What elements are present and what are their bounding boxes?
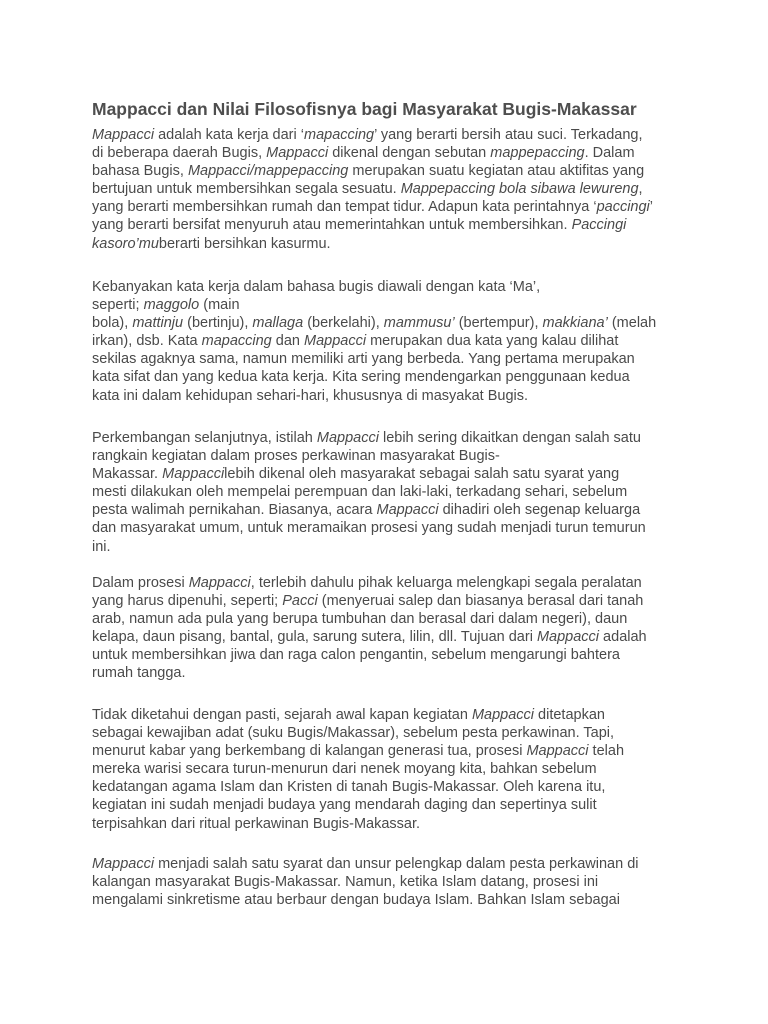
text-line [92,646,712,664]
text-run: mereka warisi secara turun-menurun dari nenek moyang kita, bahkan sebelum [92,761,597,778]
text-run: (main [199,297,240,314]
text-line [92,296,712,314]
text-line [92,198,712,216]
text-line [92,216,712,234]
italic-term: Mappacci [471,707,535,723]
text-run: merupakan dua kata yang kalau dilihat [366,333,619,350]
text-line [92,664,712,682]
text-run: Dalam prosesi [92,575,189,591]
text-run: di beberapa daerah Bugis, [92,145,267,162]
text-run: Makassar. [92,466,163,483]
text-run: Kebanyakan kata kerja dalam bahasa bugis diawali dengan kata ‘Ma’, [92,279,541,295]
paragraph [92,278,712,405]
text-run: pesta walimah pernikahan. Biasanya, acara [92,502,377,519]
text-line [92,610,712,628]
italic-term: Mappepaccing bola sibawa lewureng [400,181,639,198]
italic-term: kasoro’mu [92,235,159,252]
text-line [92,235,712,253]
text-line [92,778,712,796]
text-run: bahasa Bugis, [92,163,188,180]
text-run: yang berarti membersihkan rumah dan tempat tidur. Adapun kata perintahnya ‘ [92,199,597,216]
text-line [92,387,712,405]
paragraph [92,126,712,253]
italic-term: Mappacci [92,856,155,872]
text-line [92,873,712,891]
italic-term: mapaccing [201,333,272,350]
text-line [92,538,712,556]
text-run: kelapa, daun pisang, bantal, gula, sarung sutera, lilin, dll. Tujuan dari [92,629,537,646]
text-run: (bertinju), [183,315,253,332]
italic-term: Mappacci [162,466,225,483]
italic-term: mattinju [132,315,184,332]
text-run: sebagai kewajiban adat (suku Bugis/Makassar), sebelum pesta perkawinan. Tapi, [92,725,615,742]
text-run: dan masyarakat umum, untuk meramaikan prosesi yang sudah menjadi turun temurun [92,520,646,537]
text-run: ini. [92,538,111,555]
text-line [92,724,712,742]
italic-term: Paccingi [571,217,627,234]
text-run: menurut kabar yang berkembang di kalangan generasi tua, prosesi [92,743,527,760]
text-line [92,429,712,447]
italic-term: Mappacci [188,575,251,591]
text-line [92,350,712,368]
text-run: merupakan suatu kegiatan atau aktifitas yang [348,163,645,180]
text-run: Tidak diketahui dengan pasti, sejarah awal kapan kegiatan [92,707,472,723]
text-run: kegiatan ini sudah menjadi budaya yang mendarah daging dan sepertinya sulit [92,797,597,814]
text-line [92,891,712,909]
text-run: mengalami sinkretisme atau berbaur dengan budaya Islam. Bahkan Islam sebagai [92,892,620,909]
italic-term: maggolo [143,297,200,314]
text-line [92,796,712,814]
italic-term: Mappacci [526,743,589,760]
text-run: arab, namun ada pula yang berupa tumbuhan dan berasal dari dalam negeri), daun [92,611,628,628]
text-run: terpisahkan dari ritual perkawinan Bugis-Makassar. [92,815,421,832]
italic-term: Mappacci [376,502,439,519]
text-run: lebih dikenal oleh masyarakat sebagai salah satu syarat yang [224,466,620,483]
text-run: lebih sering dikaitkan dengan salah satu [378,430,641,446]
text-run: yang berarti bersifat menyuruh atau memerintahkan untuk membersihkan. [92,217,572,234]
italic-term: mapaccing [303,127,375,143]
text-line [92,742,712,760]
italic-term: mammusu’ [383,315,455,332]
text-run: adalah kata kerja dari ‘ [154,127,304,143]
text-line [92,180,712,198]
text-run: ditetapkan [534,707,605,723]
text-line [92,162,712,180]
italic-term: Mappacci [266,145,329,162]
article-title: Mappacci dan Nilai Filosofisnya bagi Masyarakat Bugis-Makassar [92,99,637,119]
paragraph [92,574,712,683]
italic-term: Mappacci [303,333,367,350]
text-line [92,368,712,386]
italic-term: Mappacci [316,430,379,446]
text-run: (menyeruai salep dan biasanya berasal dari tanah [317,593,644,610]
text-run: kata sifat dan yang kedua kata kerja. Kita sering mendengarkan penggunaan kedua [92,369,630,386]
text-run: , [638,181,643,198]
text-run: dan [271,333,304,350]
text-run: bertujuan untuk membersihkan segala sesuatu. [92,181,401,198]
italic-term: mappepaccing [490,145,585,162]
text-line [92,332,712,350]
text-run: adalah [599,629,647,646]
text-run: menjadi salah satu syarat dan unsur pelengkap dalam pesta perkawinan di [154,856,639,872]
text-run: dikenal dengan sebutan [328,145,491,162]
text-run: irkan), dsb. Kata [92,333,202,350]
italic-term: Mappacci/mappepaccing [187,163,349,180]
text-line [92,628,712,646]
text-run: berarti bersihkan kasurmu. [158,235,331,252]
text-run: Perkembangan selanjutnya, istilah [92,430,317,446]
text-run: ’ [649,199,654,216]
text-line [92,760,712,778]
text-line [92,574,712,592]
text-line [92,483,712,501]
text-run: mesti dilakukan oleh mempelai perempuan dan laki-laki, terkadang sehari, sebelum [92,484,628,501]
text-run: untuk membersihkan jiwa dan raga calon pengantin, sebelum mengarungi bahtera [92,647,620,664]
paragraph [92,855,712,909]
text-run: kalangan masyarakat Bugis-Makassar. Namun, ketika Islam datang, prosesi ini [92,874,599,891]
text-run: dihadiri oleh segenap keluarga [438,502,641,519]
paragraph [92,429,712,556]
text-line [92,815,712,833]
text-run: rumah tangga. [92,665,186,682]
italic-term: Mappacci [92,127,155,143]
text-line [92,592,712,610]
text-run: rangkain kegiatan dalam proses perkawinan masyarakat Bugis- [92,448,500,465]
text-run: ’ yang berarti bersih atau suci. Terkadang, [374,127,643,143]
text-line [92,706,712,724]
text-line [92,465,712,483]
text-run: seperti; [92,297,144,314]
text-run: . Dalam [584,145,635,162]
text-run: (bertempur), [454,315,543,332]
text-run: yang harus dipenuhi, seperti; [92,593,283,610]
text-run: kata ini dalam kehidupan sehari-hari, khususnya di masyakat Bugis. [92,387,529,404]
italic-term: Pacci [282,593,318,610]
text-line [92,501,712,519]
text-run: bola), [92,315,133,332]
paragraph [92,706,712,833]
text-line [92,278,712,296]
text-run: (melah [607,315,657,332]
text-line [92,144,712,162]
text-run: kedatangan agama Islam dan Kristen di tanah Bugis-Makassar. Oleh karena itu, [92,779,606,796]
text-line [92,855,712,873]
text-run: telah [588,743,625,760]
italic-term: paccingi [596,199,650,216]
text-line [92,447,712,465]
text-line [92,519,712,537]
italic-term: Mappacci [536,629,600,646]
text-run: (berkelahi), [303,315,384,332]
text-line [92,314,712,332]
text-run: sekilas agaknya sama, namun memiliki arti yang berbeda. Yang pertama merupakan [92,351,635,368]
text-run: , terlebih dahulu pihak keluarga melengkapi segala peralatan [250,575,642,591]
text-line [92,126,712,144]
italic-term: makkiana’ [542,315,608,332]
italic-term: mallaga [252,315,304,332]
